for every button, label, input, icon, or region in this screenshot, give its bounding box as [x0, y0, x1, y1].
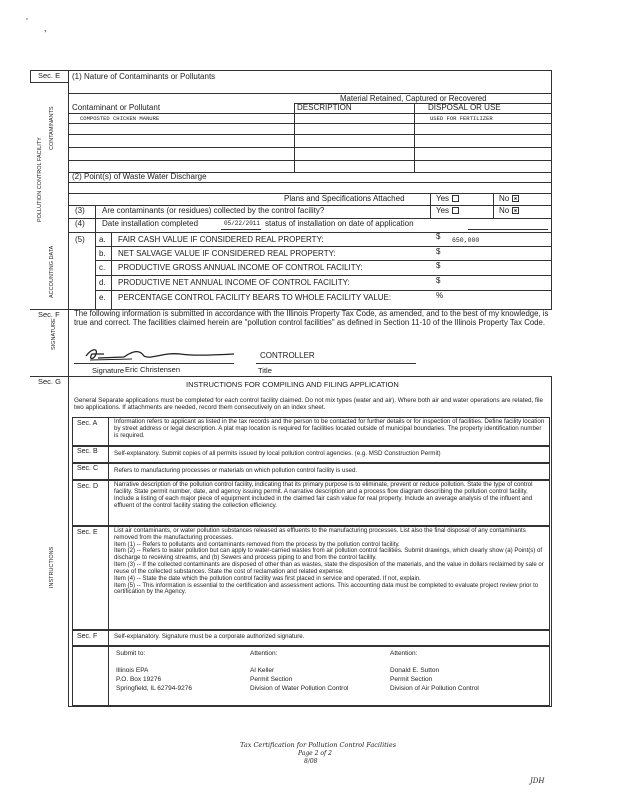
- attention-air-label: Attention:: [390, 650, 418, 657]
- instructions-heading: INSTRUCTIONS FOR COMPILING AND FILING APPLICATION: [186, 380, 399, 389]
- rule: [108, 630, 109, 646]
- signer-name: Eric Christensen: [125, 365, 181, 374]
- rule: [551, 376, 552, 706]
- rule: [108, 526, 109, 630]
- plans-yes-checkbox[interactable]: [452, 195, 459, 202]
- row-c-dollar: $: [436, 261, 441, 270]
- side-label-signature: SIGNATURE: [51, 318, 57, 350]
- instr-b-text: Self-explanatory. Submit copies of all permits issued by local pollution control agencies. (e.g. MSD Construction Permit): [114, 450, 441, 457]
- rule: [68, 123, 552, 124]
- title-value: CONTROLLER: [260, 351, 315, 360]
- row1-disposal: USED FOR FERTILIZER: [430, 115, 493, 122]
- instr-d-label: Sec. D: [77, 483, 99, 490]
- rule: [430, 193, 431, 219]
- rule: [221, 229, 261, 230]
- title-line: [256, 363, 416, 364]
- plans-yes: Yes: [436, 195, 459, 203]
- instr-f-label: Sec. F: [77, 633, 98, 640]
- side-label-contaminants: CONTAMINANTS: [49, 106, 55, 150]
- rule: [551, 70, 552, 310]
- q3-yes: Yes: [436, 207, 459, 215]
- footer-corner-initials: JDH: [530, 777, 545, 785]
- side-label-pollution-control: POLLUTION CONTROL FACILITY: [37, 137, 43, 222]
- q3-no: No: [499, 207, 519, 215]
- rule: [95, 260, 552, 261]
- rule: [111, 232, 112, 310]
- instr-a-label: Sec. A: [77, 420, 98, 427]
- scan-mark: ,: [44, 23, 47, 33]
- row-e-percent: %: [436, 291, 444, 300]
- row-a-dollar: $: [436, 232, 441, 241]
- rule: [68, 70, 69, 310]
- section-e-label: Sec. E: [38, 71, 61, 80]
- instr-b-label: Sec. B: [77, 448, 98, 455]
- side-label-accounting: ACCOUNTING DATA: [49, 245, 55, 298]
- q4-date: 05/22/2011: [224, 220, 261, 227]
- rule: [68, 147, 552, 148]
- rule: [68, 706, 552, 707]
- plans-no-checkbox[interactable]: [512, 195, 519, 202]
- footer-date: 8/08: [304, 758, 318, 765]
- row1-contaminant: COMPOSTED CHICKEN MANURE: [80, 115, 160, 122]
- rule: [30, 376, 552, 377]
- addr-water-line: Permit Section: [250, 676, 293, 683]
- row-c-text: PRODUCTIVE GROSS ANNUAL INCOME OF CONTROL FACILITY:: [118, 263, 363, 272]
- rule: [30, 70, 31, 82]
- rule: [493, 193, 494, 219]
- rule: [68, 134, 552, 135]
- instr-e-label: Sec. E: [77, 529, 98, 536]
- signature-line: [74, 363, 234, 364]
- signature-scrawl: [84, 344, 244, 364]
- row-d-text: PRODUCTIVE NET ANNUAL INCOME OF CONTROL FACILITY:: [118, 278, 350, 287]
- rule: [68, 232, 552, 233]
- row-e-text: PERCENTAGE CONTROL FACILITY BEARS TO WHOLE FACILITY VALUE:: [118, 293, 392, 302]
- side-label-instructions: INSTRUCTIONS: [49, 546, 55, 588]
- rule: [95, 290, 552, 291]
- addr-epa-line: Springfield, IL 62794-9276: [116, 685, 193, 692]
- instr-c-label: Sec. C: [77, 465, 99, 472]
- points-heading: (2) Point(s) of Waste Water Discharge: [72, 172, 207, 181]
- row-d-dollar: $: [436, 276, 441, 285]
- row-b-letter: b.: [99, 249, 106, 258]
- row-a-text: FAIR CASH VALUE IF CONSIDERED REAL PROPERTY:: [118, 235, 324, 244]
- q4-number: (4): [75, 219, 85, 228]
- material-heading: Material Retained, Captured or Recovered: [340, 94, 487, 103]
- attention-water-label: Attention:: [250, 650, 278, 657]
- submit-label: Submit to:: [116, 650, 146, 657]
- q3-yes-checkbox[interactable]: [452, 207, 459, 214]
- addr-air-line: Permit Section: [390, 676, 433, 683]
- col-disposal: DISPOSAL OR USE: [428, 103, 501, 112]
- addr-water-line: Al Keller: [250, 667, 275, 674]
- rule: [68, 113, 552, 114]
- signature-label: Signature: [92, 366, 125, 375]
- q3-no-checkbox[interactable]: [512, 207, 519, 214]
- rule: [108, 462, 109, 480]
- rule: [108, 646, 109, 706]
- row-b-dollar: $: [436, 247, 441, 256]
- certification-text: The following information is submitted in accordance with the Illinois Property Tax Code, as amended, and to the best of my knowledge, is true and correct. The facilities claimed herein are "pollution control facilities" as defined in Section 11-10 of the Illinois Property Tax Code.: [74, 309, 549, 327]
- row-a-value: 650,000: [452, 237, 480, 244]
- q5-number: (5): [75, 235, 85, 244]
- plans-label: Plans and Specifications Attached: [284, 194, 405, 203]
- title-label: Title: [258, 366, 272, 375]
- rule: [95, 205, 96, 310]
- instr-e-text: List air contaminants, or water pollution substances released as effluents to the manufacturing processes. List also the final disposal of any contaminants removed from the manufacturing processes. Item (1) -- Refers to pollutants and contaminants removed from the process by the pollution control facility. Item (2) -- Refers to water pollution but can apply to water-carried wastes from air pollution control facilities. Submit drawings, which clearly show (a) Point(s) of discharge to receiving streams, and (b) Sewers and process piping to and from the control facility. Item (3) -- If the collected contaminants are disposed of other than as wastes, state the disposition of the materials, and the value in dollars reclaimed by sale or reuse of the collected substances. State the cost of reclamation and related expense. Item (4) -- State the date which the pollution control facility was first placed in service and operated. If not, explain. Item (5) -- This information is essential to the certification and assessment actions. This accounting data must be completed to evaluate project review prior to certification by the Agency.: [114, 527, 544, 596]
- footer-page: Page 2 of 2: [298, 750, 332, 757]
- rule: [30, 70, 552, 71]
- addr-epa-line: Illinois EPA: [116, 667, 149, 674]
- instr-f-text: Self-explanatory. Signature must be a corporate authorized signature.: [114, 633, 305, 640]
- rule: [108, 480, 109, 526]
- scan-mark: ʽ: [26, 17, 28, 27]
- general-instructions: General Separate applications must be completed for each control facility claimed. Do not mix types (water and air). Where both air and water operations are related, file two applications. If attachments are needed, record them consecutively on an index sheet.: [74, 397, 544, 412]
- q3-number: (3): [75, 206, 85, 215]
- addr-water-line: Division of Water Pollution Control: [250, 685, 349, 692]
- rule: [68, 376, 69, 706]
- q3-text: Are contaminants (or residues) collected by the control facility?: [102, 206, 325, 215]
- rule: [108, 417, 109, 447]
- q4-text-b: status of installation on date of application: [265, 219, 414, 228]
- row-d-letter: d.: [99, 278, 106, 287]
- plans-no: No: [499, 195, 519, 203]
- q4-text-a: Date installation completed: [102, 219, 199, 228]
- rule: [95, 246, 552, 247]
- addr-air-line: Division of Air Pollution Control: [390, 685, 479, 692]
- row-c-letter: c.: [99, 263, 106, 272]
- row-b-text: NET SALVAGE VALUE IF CONSIDERED REAL PROPERTY:: [118, 249, 336, 258]
- rule: [468, 229, 548, 230]
- instr-c-text: Refers to manufacturing processes or materials on which pollution control facility is used.: [114, 467, 358, 474]
- rule: [68, 309, 69, 377]
- addr-epa-line: P.O. Box 19276: [116, 676, 162, 683]
- instr-d-text: Narrative description of the pollution control facility, indicating that its primary purpose is to eliminate, prevent or reduce pollution. State the type of control facility. State permit number, date, and agency issuing permit. A narrative description and a process flow diagram describing the pollution control facility. Include a listing of each major piece of equipment included in the claimed fair cash value for real property. Include an average analysis of the influent and effluent of the control facility stating the collection efficiency.: [114, 481, 533, 509]
- section-f-label: Sec. F: [38, 310, 60, 319]
- rule: [30, 82, 68, 83]
- col-description: DESCRIPTION: [297, 103, 352, 112]
- footer-form-title: Tax Certification for Pollution Control Facilities: [240, 741, 397, 749]
- rule: [68, 160, 552, 161]
- col-contaminant: Contaminant or Pollutant: [72, 103, 161, 112]
- nature-heading: (1) Nature of Contaminants or Pollutants: [72, 72, 216, 81]
- row-e-letter: e.: [99, 293, 106, 302]
- addr-air-line: Donald E. Sutton: [390, 667, 440, 674]
- instr-a-text: Information refers to applicant as listed in the tax records and the person to be contacted for further details or for inspection of facilities. Define facility location by street address or legal description. A plat map location is required for facilities located outside of municipal boundaries. The property identification number is required.: [114, 418, 545, 439]
- row-a-letter: a.: [99, 235, 106, 244]
- rule: [95, 275, 552, 276]
- rule: [68, 182, 552, 183]
- section-g-label: Sec. G: [38, 377, 61, 386]
